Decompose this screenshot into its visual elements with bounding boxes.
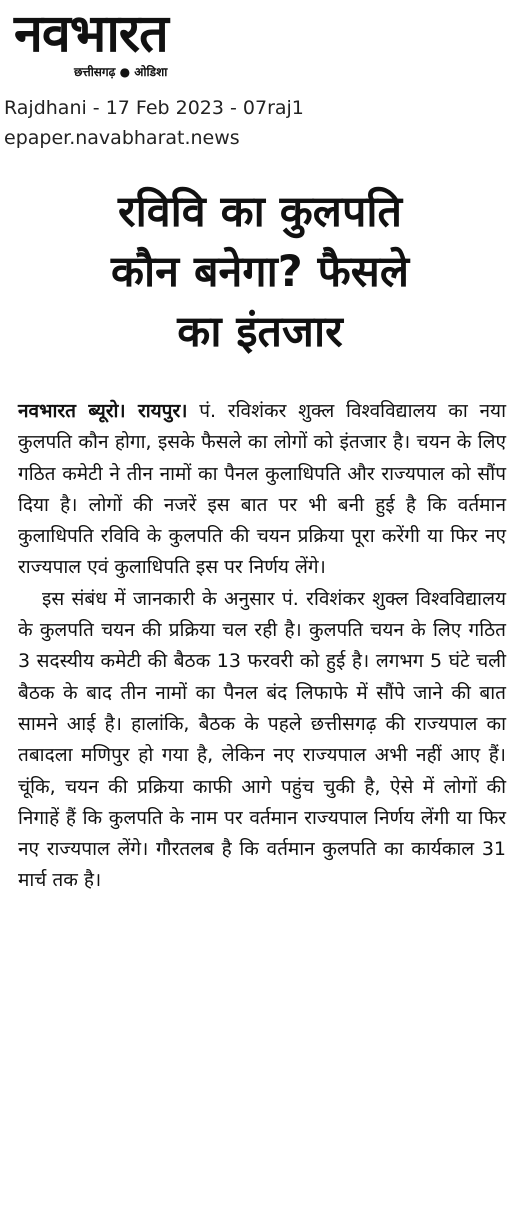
article-body <box>18 396 506 897</box>
masthead <box>14 4 314 79</box>
article-paragraph: इस संबंध में जानकारी के अनुसार पं. रविशंकर शुक्ल विश्वविद्यालय के कुलपति चयन की प्रक्रिया चल रही है। कुलपति चयन के लिए गठित 3 सदस्यीय कमेटी की बैठक 13 फरवरी को हुई है। लगभग 5 घंटे चली बैठक के बाद तीन नामों का पैनल बंद लिफाफे में सौंपे जाने की बात सामने आई है। हालांकि, बैठक के पहले छत्तीसगढ़ की राज्यपाल का तबादला मणिपुर हो गया है, लेकिन नए राज्यपाल अभी नहीं आए हैं। चूंकि, चयन की प्रक्रिया काफी आगे पहुंच चुकी है, ऐसे में लोगों की निगाहें हैं कि कुलपति के नाम पर वर्तमान राज्यपाल निर्णय लेंगी या फिर नए राज्यपाल लेंगे। गौरतलब है कि वर्तमान कुलपति का कार्यकाल 31 मार्च तक है। <box>18 587 506 892</box>
article-headline <box>10 182 510 362</box>
article-paragraph <box>18 396 506 584</box>
epaper-url: epaper.navabharat.news <box>4 127 240 149</box>
issue-date-line: Rajdhani - 17 Feb 2023 - 07raj1 <box>4 97 304 119</box>
headline-line: कौन बनेगा? फैसले <box>110 247 410 297</box>
edition-label: छत्तीसगढ़ ● ओडिशा <box>74 65 168 79</box>
newspaper-logo: नवभारत <box>14 4 168 64</box>
headline-line: का इंतजार <box>177 307 343 357</box>
byline: नवभारत ब्यूरो। रायपुर। <box>18 400 188 422</box>
paragraph-text: पं. रविशंकर शुक्ल विश्वविद्यालय का नया कुलपति कौन होगा, इसके फैसले का लोगों को इंतजार है। चयन के लिए गठित कमेटी ने तीन नामों का पैनल कुलाधिपति और राज्यपाल को सौंप दिया है। लोगों की नजरें इस बात पर भी बनी हुई है कि वर्तमान कुलाधिपति रविवि के कुलपति की चयन प्रक्रिया पूरा करेंगी या फिर नए राज्यपाल एवं कुलाधिपति इस पर निर्णय लेंगे। <box>18 400 506 579</box>
headline-line: रविवि का कुलपति <box>117 187 403 237</box>
